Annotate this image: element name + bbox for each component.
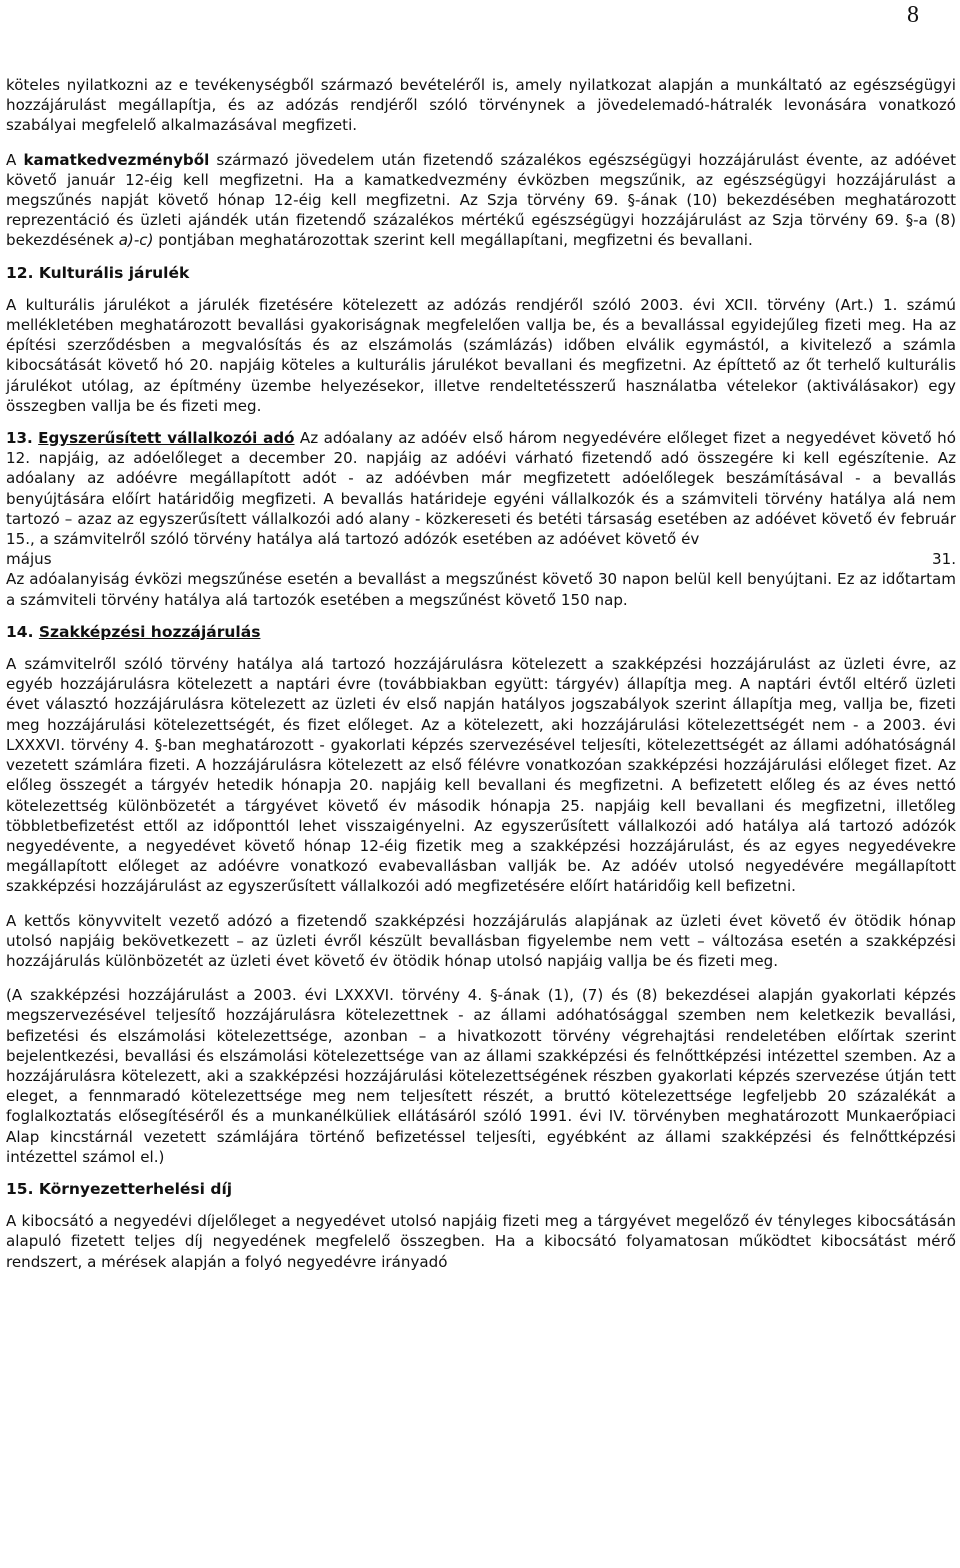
paragraph-kulturalis-jarulek: A kulturális járulékot a járulék fizetésére kötelezett az adózás rendjéről szóló 2003. évi XCII. törvény (Art.) 1. számú mellékletében meghatározott bevallási gyakoriságnak megfelelően vallja be, és a bevallással egyidejűleg fizeti meg. Ha az építési szerződésben a megvalósítás és az elszámolás (számlázás) időben elválik egymástól, a kivitelező a számla kibocsátását követő hó 20. napjáig köteles a kulturális járulékot bevallani és megfizetni. Az építtető az őt terhelő kulturális járulékot utólag, az építmény üzembe helyezésekor, illetve rendeltetésszerű használatba vételekor (aktiválásakor) egy összegben vallja be és fizeti meg. bbox=[6, 295, 956, 415]
paragraph-kornyezetterhelesi-dij: A kibocsátó a negyedévi díjelőleget a negyedévet utolsó napjáig fizeti meg a tárgyévet megelőző év tényleges kibocsátásán alapuló fizetett teljes díj negyedének megfelelő összegben. Ha a kibocsátó folyamatosan működtet kibocsátást mérő rendszert, a mérések alapján a folyó negyedévre irányadó bbox=[6, 1212, 956, 1271]
paragraph-intro: köteles nyilatkozni az e tevékenységből származó bevételéről is, amely nyilatkozat alapján a munkáltató az egészségügyi hozzájárulást megállapítja, és az adózás rendjéről szóló törvénynek a jövedelemadó-hátralék levonására vonatkozó szabályai megfelelő alkalmazásával megfizeti. bbox=[6, 76, 956, 135]
term-a-c: a)-c) bbox=[118, 231, 154, 250]
paragraph-eva-line: május 31. bbox=[6, 550, 956, 569]
section-number-13: 13. bbox=[6, 429, 33, 448]
paragraph-eva-megszunes: Az adóalanyiság évközi megszűnése esetén a bevallást a megszűnést követő 30 napon belül kell benyújtani. Ez az időtartam a számviteli törvény hatálya alá tartozók esetében a megszűnést követő 150 nap. bbox=[6, 570, 956, 609]
term-kamatkedvezmeny: kamatkedvezményből bbox=[23, 150, 210, 169]
heading-eva: Egyszerűsített vállalkozói adó bbox=[38, 429, 295, 448]
paragraph-szakkepzes-1: A számvitelről szóló törvény hatálya alá tartozó hozzájárulásra kötelezett a szakképzési hozzájárulást az üzleti évre, az egyéb hozzájárulásra kötelezett a naptári évre (továbbiakban együtt: tárgyév) állapítja meg. A naptári évtől eltérő üzleti évet választó hozzájárulásra kötelezett az üzleti év első napján hatályos jogszabályok szerint állapítja meg, vallja be, fizeti meg hozzájárulási kötelezettségét, és fizet előleget. Az a kötelezett, aki hozzájárulási kötelezettségét nem - a 2003. évi LXXXVI. törvény 4. §-ban meghatározott - gyakorlati képzés szervezésével teljesíti, kötelezettségét az állami adóhatóságnál vezetett számlára fizeti. A hozzájárulásra kötelezett az első félévre vonatkozóan szakképzési hozzájárulási előleget fizet. Az előleg összegét a tárgyév hetedik hónapja 20. napjáig kell bevallani és megfizetni. A befizetett előleg és az éves nettó kötelezettség különbözetét a tárgyévet követő év második hónapja 25. napjáig kell bevallani és megfizetni, illetőleg többletbefizetést ettől az időponttól lehet visszaigényelni. Az egyszerűsített vállalkozói adó hatálya alá tartozó adózók negyedévente, a negyedévet követő hónap 12-éig fizetik meg a szakképzési hozzájárulást, és az egyes negyedévekre megállapított előleget az adóévre vonatkozó evabevallásban vallják be. Az adóév utolsó negyedévére megállapított szakképzési hozzájárulást az egyszerűsített vállalkozói adó megfizetésére előírt határidőig kell befizetni. bbox=[6, 655, 956, 896]
paragraph-szakkepzes-3: (A szakképzési hozzájárulást a 2003. évi LXXXVI. törvény 4. §-ának (1), (7) és (8) bekezdései alapján gyakorlati képzés megszervezésével teljesítő hozzájárulásra kötelezettnek - az állami adóhatósággal szemben nem keletkezik bevallási, befizetési és elszámolási kötelezettsége, azonban – a hivatkozott törvény végrehajtási rendeletében előírtak szerint bejelentkezési, bevallási és elszámolási kötelezettsége van az állami szakképzési és felnőttképzési intézettel szemben. Az a hozzájárulásra kötelezett, aki a szakképzési hozzájárulási kötelezettségének részben gyakorlati képzés szervezése útján tett eleget, a fennmaradó kötelezettsége meg nem teljesített részét, a bruttó kötelezettsége legfeljebb 20 százalékát a foglalkoztatás elősegítéséről és a munkanélküliek ellátásáról szóló 1991. évi IV. törvényben meghatározott Munkaerőpiaci Alap kincstárnál vezetett számlájára történő befizetéssel teljesíti, egyébként az állami szakképzési és felnőttképzési intézettel számol el.) bbox=[6, 986, 956, 1166]
heading-kulturalis-jarulek: 12. Kulturális járulék bbox=[6, 263, 190, 282]
heading-szakkepzesi-hozzajarulas: 14. Szakképzési hozzájárulás bbox=[6, 622, 261, 641]
paragraph-kamatkedvezmeny: A kamatkedvezményből származó jövedelem után fizetendő százalékos egészségügyi hozzájárulást évente, az adóévet követő január 12-éig kell megfizetni. Ha a kamatkedvezmény évközben megszűnik, az egészségügyi hozzájárulást a megszűnés napját követő hónap 12-éig kell megfizetni. Az Szja törvény 69. §-ának (10) bekezdésében meghatározott reprezentáció és üzleti ajándék után fizetendő százalékos mértékű egészségügyi hozzájárulást az Szja törvény 69. §-a (8) bekezdésének a)-c) pontjában meghatározottak szerint kell megállapítani, megfizetni és bevallani. bbox=[6, 150, 956, 250]
heading-kornyezetterhelesi-dij: 15. Környezetterhelési díj bbox=[6, 1179, 233, 1198]
paragraph-szakkepzes-2: A kettős könyvvitelt vezető adózó a fizetendő szakképzési hozzájárulás alapjának az üzleti évet követő év ötödik hónap utolsó napjáig bekövetkezett – az üzleti évről készült bevallásban figyelembe nem vett – változása esetén a szakképzési hozzájárulás különbözetét az üzleti évet követő év ötödik hónap utolsó napjáig vallja be és fizeti meg. bbox=[6, 911, 956, 970]
document-body bbox=[6, 75, 956, 1286]
paragraph-eva: 13. Egyszerűsített vállalkozói adó Az adóalany az adóév első három negyedévére előleget fizet a negyedévet követő hó 12. napjáig, az adóelőleget a december 20. napjáig az adóévi várható fizetendő adó összegére ki kell egészítenie. Az adóalany az adóévre megállapított adót - az adóévben már megfizetett adóelőlegek beszámításával - a bevallás benyújtására előírt határidőig megfizeti. A bevallás határideje egyéni vállalkozók és a számviteli törvény hatálya alá nem tartozó – azaz az egyszerűsített vállalkozói adó alany - közkereseti és betéti társaság esetében az adóévet követő év február 15., a számvitelről szóló törvény hatálya alá tartozó adózók esetében az adóévet követő év bbox=[6, 429, 956, 549]
page-number: 8 bbox=[907, 2, 919, 28]
